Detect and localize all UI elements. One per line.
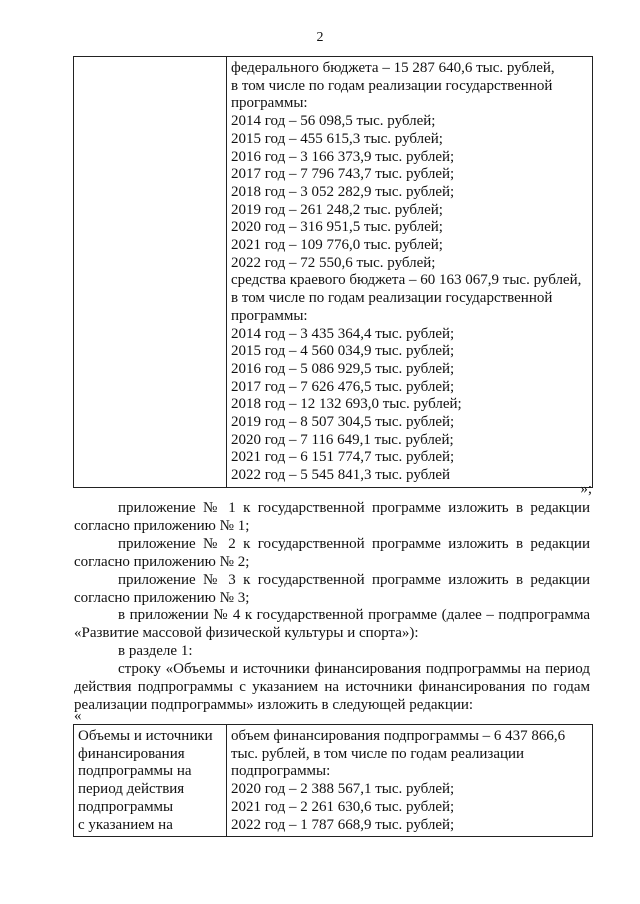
text-line: 2018 год – 12 132 693,0 тыс. рублей; — [231, 396, 462, 413]
text-line: 2022 год – 5 545 841,3 тыс. рублей — [231, 467, 451, 484]
text-line: 2015 год – 455 615,3 тыс. рублей; — [231, 130, 443, 147]
table-row — [74, 725, 593, 837]
paragraph-rest: «Развитие массовой физической культуры и спорта»): — [74, 624, 419, 641]
paragraph-rest — [74, 679, 590, 715]
text-line: подпрограммы — [78, 798, 174, 815]
text-line: федерального бюджета – 15 287 640,6 тыс. рублей, — [231, 60, 555, 76]
text-line: 2021 год – 2 261 630,6 тыс. рублей; — [231, 798, 455, 815]
text-line: 2020 год – 316 951,5 тыс. рублей; — [231, 219, 443, 236]
paragraph-first-line: приложение № 1 к государственной программе изложить в редакции — [118, 500, 590, 516]
opening-quote: « — [74, 708, 82, 724]
closing-quote: »; — [580, 481, 592, 497]
table-row — [74, 57, 593, 488]
budget-lines — [227, 57, 592, 487]
text-line: 2016 год – 3 166 373,9 тыс. рублей; — [231, 148, 455, 165]
text-line: 2015 год – 4 560 034,9 тыс. рублей; — [231, 343, 455, 360]
text-line: подпрограммы на — [78, 763, 192, 780]
text-line: 2021 год – 109 776,0 тыс. рублей; — [231, 237, 443, 254]
text-line: с указанием на — [78, 816, 173, 833]
text-line: 2022 год – 1 787 668,9 тыс. рублей; — [231, 816, 455, 833]
text-line: действия подпрограммы с указанием на источники финансирования по годам — [74, 678, 590, 695]
text-line: 2021 год – 6 151 774,7 тыс. рублей; — [231, 449, 455, 466]
paragraph-section-1 — [74, 643, 590, 661]
text-line: 2020 год – 7 116 649,1 тыс. рублей; — [231, 431, 454, 448]
table-cell-left-empty — [74, 57, 227, 488]
table-cell-left — [74, 725, 227, 837]
text-line: 2014 год – 3 435 364,4 тыс. рублей; — [231, 325, 455, 342]
text-line: программы: — [231, 307, 308, 324]
text-line: 2019 год – 8 507 304,5 тыс. рублей; — [231, 414, 455, 431]
text-line: 2020 год – 2 388 567,1 тыс. рублей; — [231, 781, 455, 798]
text-line: средства краевого бюджета – 60 163 067,9 тыс. рублей, — [231, 272, 582, 289]
financing-table-new — [73, 724, 593, 837]
paragraph-appendix-4 — [74, 607, 590, 643]
page-number: 2 — [316, 30, 324, 45]
table-cell-right — [227, 725, 593, 837]
financing-table-continued — [73, 56, 593, 488]
paragraph-row-replace — [74, 661, 590, 714]
paragraph-first-line: приложение № 3 к государственной программе изложить в редакции — [118, 572, 590, 588]
text-line: 2022 год – 72 550,6 тыс. рублей; — [231, 254, 436, 271]
paragraph-appendix-3 — [74, 572, 590, 608]
text-line: в том числе по годам реализации государственной — [231, 77, 553, 94]
text-line: программы: — [231, 95, 308, 112]
text-line: 2014 год – 56 098,5 тыс. рублей; — [231, 113, 436, 130]
text-line: 2018 год – 3 052 282,9 тыс. рублей; — [231, 183, 455, 200]
row-heading — [74, 725, 226, 836]
text-line: финансирования — [78, 745, 185, 762]
paragraph-first-line: в приложении № 4 к государственной программе (далее – подпрограмма — [118, 607, 590, 623]
paragraph-appendix-2 — [74, 536, 590, 572]
paragraph-rest: согласно приложению № 1; — [74, 517, 250, 534]
text-line: тыс. рублей, в том числе по годам реализации — [231, 745, 525, 762]
paragraph-first-line: строку «Объемы и источники финансирования подпрограммы на период — [118, 661, 590, 677]
text-line: подпрограммы: — [231, 763, 331, 780]
left-cell-text — [74, 57, 226, 62]
text-line: в том числе по годам реализации государственной — [231, 290, 553, 307]
text-line: реализации подпрограммы» изложить в следующей редакции: — [74, 696, 474, 713]
text-line: 2019 год – 261 248,2 тыс. рублей; — [231, 201, 443, 218]
text-line: 2016 год – 5 086 929,5 тыс. рублей; — [231, 360, 455, 377]
table-cell-right — [227, 57, 593, 488]
text-line: период действия — [78, 781, 185, 798]
paragraph-first-line: приложение № 2 к государственной программе изложить в редакции — [118, 536, 590, 552]
text-line: Объемы и источники — [78, 728, 213, 744]
financing-lines — [227, 725, 592, 836]
paragraph-rest: согласно приложению № 3; — [74, 589, 250, 606]
text-line: 2017 год – 7 796 743,7 тыс. рублей; — [231, 166, 455, 183]
paragraph-first-line: в разделе 1: — [118, 643, 193, 659]
paragraph-appendix-1 — [74, 500, 590, 536]
text-line: объем финансирования подпрограммы – 6 437 866,6 — [231, 728, 566, 744]
text-line: 2017 год – 7 626 476,5 тыс. рублей; — [231, 378, 455, 395]
paragraph-rest: согласно приложению № 2; — [74, 553, 250, 570]
